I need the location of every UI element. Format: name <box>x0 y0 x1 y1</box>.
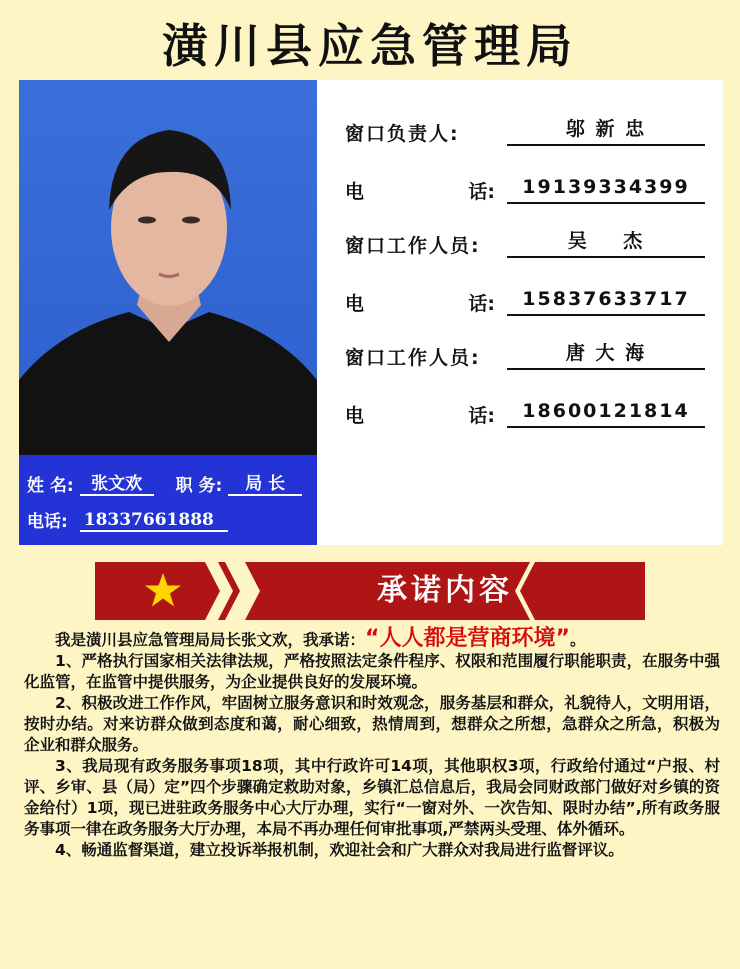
promise-item: 4、畅通监督渠道，建立投诉举报机制，欢迎社会和广大群众对我局进行监督评议。 <box>55 841 624 859</box>
intro-text: 我是潢川县应急管理局局长张文欢，我承诺： <box>55 631 366 649</box>
label-right: 话: <box>468 405 495 427</box>
contact-row <box>345 396 705 428</box>
staff-nameplate <box>19 455 317 545</box>
contact-row <box>345 338 705 370</box>
contact-label: 窗口工作人员: <box>345 235 481 257</box>
label-right: 话: <box>468 181 495 203</box>
staff-card <box>19 80 317 545</box>
contact-row <box>345 114 705 146</box>
person-portrait <box>19 80 317 455</box>
contact-label <box>345 401 495 428</box>
contact-value: 唐 大 海 <box>507 338 705 370</box>
intro-end: 。 <box>569 631 586 649</box>
label-left: 电 <box>345 181 365 203</box>
contact-label <box>345 177 495 204</box>
staff-phone-label: 电话: <box>27 512 68 532</box>
staff-phone: 18337661888 <box>80 510 228 532</box>
contact-label <box>345 289 495 316</box>
staff-position: 局 长 <box>228 469 302 496</box>
name-position-row <box>27 469 302 496</box>
contact-value: 15837633717 <box>507 284 705 316</box>
slogan: “人人都是营商环境” <box>365 626 570 651</box>
promise-item: 2、积极改进工作作风，牢固树立服务意识和时效观念，服务基层和群众，礼貌待人，文明用语，按时办结。对来访群众做到态度和蔼，耐心细致，热情周到，想群众之所想，急群众之所急，积极为企业和群众服务。 <box>24 694 720 754</box>
position-label: 职 务: <box>175 476 223 496</box>
page-title: 潢川县应急管理局 <box>162 19 578 73</box>
promise-item: 3、我局现有政务服务事项18项，其中行政许可14项，其他职权3项，行政给付通过“户报、村评、乡审、县（局）定”四个步骤确定救助对象，乡镇汇总信息后，我局会同财政部门做好对乡镇的资金给付）1项，现已进驻政务服务中心大厅办理，实行“一窗对外、一次告知、限时办结”,所有政务服务事项一律在政务服务大厅办理，本局不再办理任何审批事项,严禁两头受理、体外循环。 <box>24 757 720 838</box>
contact-row <box>345 172 705 204</box>
portrait-photo <box>19 80 317 455</box>
promise-banner <box>95 562 645 620</box>
label-left: 电 <box>345 405 365 427</box>
promise-intro <box>24 628 720 651</box>
contact-value: 吴 杰 <box>507 226 705 258</box>
contact-value: 18600121814 <box>507 396 705 428</box>
staff-phone-row <box>27 507 228 532</box>
contact-row <box>345 284 705 316</box>
contact-value: 19139334399 <box>507 172 705 204</box>
contact-value: 邬 新 忠 <box>507 114 705 146</box>
staff-name: 张文欢 <box>80 469 154 496</box>
contact-label: 窗口工作人员: <box>345 347 481 369</box>
contact-panel <box>317 80 723 545</box>
name-label: 姓 名: <box>27 476 74 496</box>
label-left: 电 <box>345 293 365 315</box>
contact-label: 窗口负责人: <box>345 123 460 145</box>
promise-text <box>24 628 720 861</box>
promise-item: 1、严格执行国家相关法律法规，严格按照法定条件程序、权限和范围履行职能职责，在服务中强化监管，在监管中提供服务，为企业提供良好的发展环境。 <box>24 652 720 691</box>
contact-row <box>345 226 705 258</box>
promise-banner-title: 承诺内容 <box>377 573 513 608</box>
label-right: 话: <box>468 293 495 315</box>
